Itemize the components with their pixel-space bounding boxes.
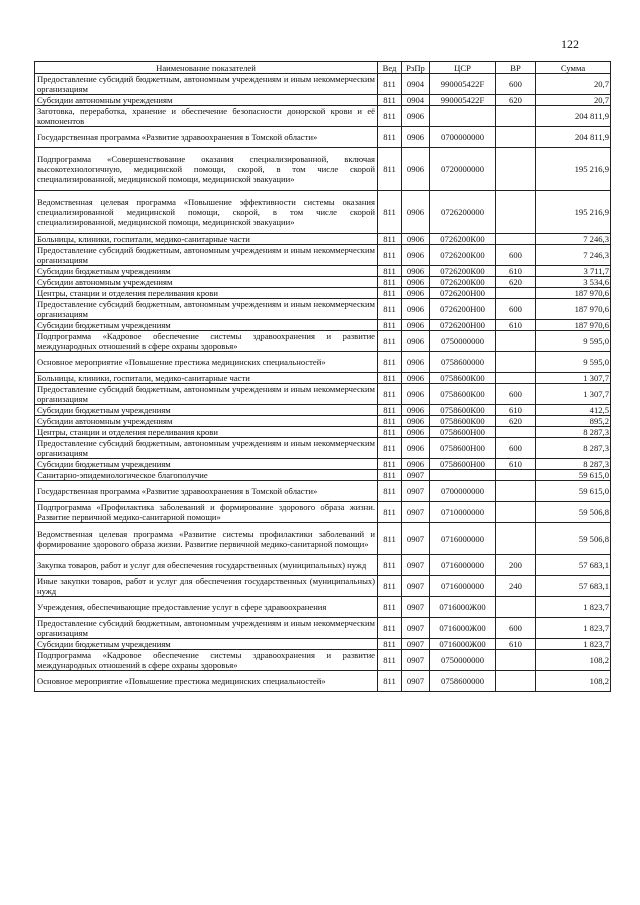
cell-sum: 895,2 [536, 416, 611, 427]
cell-name: Государственная программа «Развитие здравоохранения в Томской области» [35, 127, 378, 148]
cell-name: Предоставление субсидий бюджетным, автономным учреждениям и иным некоммерческим организациям [35, 618, 378, 639]
cell-csr: 0726200Н00 [430, 320, 496, 331]
cell-sum: 57 683,1 [536, 555, 611, 576]
cell-csr: 0758600Н00 [430, 427, 496, 438]
cell-sum: 187 970,6 [536, 299, 611, 320]
cell-name: Санитарно-эпидемиологическое благополучие [35, 470, 378, 481]
cell-name: Основное мероприятие «Повышение престижа медицинских специальностей» [35, 352, 378, 373]
cell-sum: 59 506,8 [536, 523, 611, 555]
cell-csr: 0758600К00 [430, 416, 496, 427]
cell-vr: 600 [496, 299, 536, 320]
cell-sum: 8 287,3 [536, 438, 611, 459]
cell-sum: 195 216,9 [536, 148, 611, 191]
cell-name: Ведомственная целевая программа «Повышение эффективности системы оказания специализированной медицинской помощи, скорой, в том числе скорой специализированной, медицинской помощи, медицинской эвакуации» [35, 191, 378, 234]
cell-ved: 811 [378, 299, 402, 320]
cell-vr: 600 [496, 245, 536, 266]
cell-ved: 811 [378, 502, 402, 523]
cell-csr: 0726200К00 [430, 266, 496, 277]
cell-name: Основное мероприятие «Повышение престижа медицинских специальностей» [35, 671, 378, 692]
cell-name: Государственная программа «Развитие здравоохранения в Томской области» [35, 481, 378, 502]
cell-rzpr: 0906 [402, 234, 430, 245]
cell-rzpr: 0906 [402, 148, 430, 191]
cell-ved: 811 [378, 650, 402, 671]
cell-rzpr: 0906 [402, 416, 430, 427]
cell-vr [496, 288, 536, 299]
cell-vr: 620 [496, 277, 536, 288]
table-row [35, 438, 611, 459]
cell-csr: 0750000000 [430, 331, 496, 352]
cell-rzpr: 0904 [402, 95, 430, 106]
table-row [35, 555, 611, 576]
cell-rzpr: 0906 [402, 320, 430, 331]
cell-name: Субсидии бюджетным учреждениям [35, 459, 378, 470]
cell-ved: 811 [378, 555, 402, 576]
cell-name: Закупка товаров, работ и услуг для обеспечения государственных (муниципальных) нужд [35, 555, 378, 576]
cell-sum: 412,5 [536, 405, 611, 416]
cell-name: Предоставление субсидий бюджетным, автономным учреждениям и иным некоммерческим организациям [35, 74, 378, 95]
cell-vr: 610 [496, 266, 536, 277]
cell-vr [496, 148, 536, 191]
table-row [35, 671, 611, 692]
cell-csr: 990005422F [430, 74, 496, 95]
cell-name: Субсидии автономным учреждениям [35, 95, 378, 106]
cell-csr: 0750000000 [430, 650, 496, 671]
table-row [35, 277, 611, 288]
cell-ved: 811 [378, 288, 402, 299]
cell-sum: 7 246,3 [536, 245, 611, 266]
column-header-ved: Вед [378, 62, 402, 74]
cell-csr: 0726200К00 [430, 234, 496, 245]
cell-csr: 0720000000 [430, 148, 496, 191]
cell-csr: 0716000Ж00 [430, 618, 496, 639]
cell-rzpr: 0907 [402, 523, 430, 555]
table-row [35, 299, 611, 320]
cell-sum: 3 711,7 [536, 266, 611, 277]
cell-ved: 811 [378, 618, 402, 639]
table-row [35, 245, 611, 266]
cell-vr: 600 [496, 618, 536, 639]
table-row [35, 127, 611, 148]
cell-name: Подпрограмма «Кадровое обеспечение системы здравоохранения и развитие международных отношений в сфере охраны здоровья» [35, 331, 378, 352]
cell-ved: 811 [378, 95, 402, 106]
cell-sum: 20,7 [536, 74, 611, 95]
cell-csr: 0710000000 [430, 502, 496, 523]
cell-ved: 811 [378, 459, 402, 470]
cell-rzpr: 0907 [402, 650, 430, 671]
cell-vr: 610 [496, 459, 536, 470]
cell-ved: 811 [378, 470, 402, 481]
cell-csr: 0758600Н00 [430, 459, 496, 470]
cell-csr: 0716000000 [430, 555, 496, 576]
cell-vr: 610 [496, 639, 536, 650]
cell-ved: 811 [378, 74, 402, 95]
cell-sum: 1 823,7 [536, 618, 611, 639]
cell-sum: 3 534,6 [536, 277, 611, 288]
cell-vr [496, 481, 536, 502]
cell-vr [496, 523, 536, 555]
cell-rzpr: 0906 [402, 245, 430, 266]
cell-sum: 59 615,0 [536, 481, 611, 502]
table-row [35, 618, 611, 639]
table-row [35, 320, 611, 331]
cell-name: Субсидии автономным учреждениям [35, 277, 378, 288]
table-row [35, 470, 611, 481]
cell-sum: 20,7 [536, 95, 611, 106]
cell-rzpr: 0906 [402, 127, 430, 148]
table-row [35, 481, 611, 502]
table-row [35, 427, 611, 438]
cell-csr: 0758600К00 [430, 405, 496, 416]
cell-vr [496, 650, 536, 671]
cell-name: Подпрограмма «Кадровое обеспечение системы здравоохранения и развитие международных отношений в сфере охраны здоровья» [35, 650, 378, 671]
cell-rzpr: 0906 [402, 106, 430, 127]
cell-ved: 811 [378, 405, 402, 416]
cell-vr [496, 671, 536, 692]
cell-rzpr: 0906 [402, 459, 430, 470]
cell-csr [430, 106, 496, 127]
table-row [35, 191, 611, 234]
cell-csr: 0716000Ж00 [430, 639, 496, 650]
cell-csr: 0726200Н00 [430, 299, 496, 320]
table-row [35, 523, 611, 555]
cell-ved: 811 [378, 331, 402, 352]
cell-csr: 0758600000 [430, 671, 496, 692]
cell-name: Центры, станции и отделения переливания крови [35, 427, 378, 438]
cell-rzpr: 0907 [402, 618, 430, 639]
cell-sum: 204 811,9 [536, 127, 611, 148]
cell-csr: 0716000000 [430, 523, 496, 555]
cell-csr: 0758600К00 [430, 384, 496, 405]
table-row [35, 148, 611, 191]
table-row [35, 459, 611, 470]
cell-sum: 187 970,6 [536, 288, 611, 299]
cell-ved: 811 [378, 127, 402, 148]
cell-vr: 620 [496, 416, 536, 427]
cell-name: Больницы, клиники, госпитали, медико-санитарные части [35, 373, 378, 384]
cell-name: Больницы, клиники, госпитали, медико-санитарные части [35, 234, 378, 245]
cell-vr [496, 127, 536, 148]
cell-name: Субсидии бюджетным учреждениям [35, 266, 378, 277]
cell-rzpr: 0906 [402, 331, 430, 352]
cell-ved: 811 [378, 671, 402, 692]
cell-name: Субсидии автономным учреждениям [35, 416, 378, 427]
cell-name: Субсидии бюджетным учреждениям [35, 639, 378, 650]
cell-ved: 811 [378, 576, 402, 597]
cell-ved: 811 [378, 523, 402, 555]
cell-ved: 811 [378, 191, 402, 234]
cell-rzpr: 0907 [402, 597, 430, 618]
column-header-rzpr: РзПр [402, 62, 430, 74]
cell-sum: 1 307,7 [536, 384, 611, 405]
cell-ved: 811 [378, 352, 402, 373]
cell-vr: 610 [496, 320, 536, 331]
cell-rzpr: 0906 [402, 288, 430, 299]
cell-rzpr: 0907 [402, 639, 430, 650]
cell-name: Учреждения, обеспечивающие предоставление услуг в сфере здравоохранения [35, 597, 378, 618]
cell-name: Субсидии бюджетным учреждениям [35, 405, 378, 416]
cell-rzpr: 0906 [402, 277, 430, 288]
cell-vr [496, 502, 536, 523]
cell-csr [430, 470, 496, 481]
cell-sum: 1 307,7 [536, 373, 611, 384]
column-header-sum: Сумма [536, 62, 611, 74]
column-header-csr: ЦСР [430, 62, 496, 74]
cell-rzpr: 0907 [402, 481, 430, 502]
table-row [35, 502, 611, 523]
cell-vr: 600 [496, 74, 536, 95]
cell-vr: 240 [496, 576, 536, 597]
cell-csr: 990005422F [430, 95, 496, 106]
cell-csr: 0758600Н00 [430, 438, 496, 459]
cell-sum: 9 595,0 [536, 331, 611, 352]
cell-ved: 811 [378, 373, 402, 384]
budget-table [34, 61, 611, 692]
cell-ved: 811 [378, 427, 402, 438]
table-row [35, 405, 611, 416]
cell-rzpr: 0906 [402, 405, 430, 416]
cell-rzpr: 0907 [402, 671, 430, 692]
cell-sum: 187 970,6 [536, 320, 611, 331]
table-row [35, 331, 611, 352]
cell-sum: 8 287,3 [536, 427, 611, 438]
cell-sum: 7 246,3 [536, 234, 611, 245]
table-body [35, 74, 611, 692]
cell-sum: 195 216,9 [536, 191, 611, 234]
cell-vr: 600 [496, 438, 536, 459]
cell-rzpr: 0907 [402, 555, 430, 576]
table-row [35, 234, 611, 245]
cell-vr [496, 470, 536, 481]
cell-vr: 610 [496, 405, 536, 416]
column-header-vr: ВР [496, 62, 536, 74]
table-row [35, 106, 611, 127]
cell-rzpr: 0907 [402, 470, 430, 481]
cell-sum: 1 823,7 [536, 597, 611, 618]
cell-rzpr: 0906 [402, 427, 430, 438]
cell-sum: 108,2 [536, 650, 611, 671]
table-row [35, 384, 611, 405]
cell-sum: 8 287,3 [536, 459, 611, 470]
table-row [35, 266, 611, 277]
cell-ved: 811 [378, 320, 402, 331]
cell-csr: 0726200К00 [430, 277, 496, 288]
cell-rzpr: 0907 [402, 576, 430, 597]
cell-rzpr: 0906 [402, 373, 430, 384]
cell-vr [496, 331, 536, 352]
cell-vr [496, 427, 536, 438]
cell-rzpr: 0906 [402, 266, 430, 277]
column-header-name: Наименование показателей [35, 62, 378, 74]
table-row [35, 373, 611, 384]
table-row [35, 352, 611, 373]
cell-sum: 59 506,8 [536, 502, 611, 523]
cell-vr: 600 [496, 384, 536, 405]
table-row [35, 74, 611, 95]
cell-vr [496, 352, 536, 373]
cell-name: Субсидии бюджетным учреждениям [35, 320, 378, 331]
cell-csr: 0726200К00 [430, 245, 496, 266]
cell-name: Подпрограмма «Профилактика заболеваний и формирование здорового образа жизни. Развитие первичной медико-санитарной помощи» [35, 502, 378, 523]
cell-ved: 811 [378, 416, 402, 427]
cell-sum: 108,2 [536, 671, 611, 692]
page-number: 122 [561, 37, 579, 51]
cell-name: Предоставление субсидий бюджетным, автономным учреждениям и иным некоммерческим организациям [35, 245, 378, 266]
cell-name: Предоставление субсидий бюджетным, автономным учреждениям и иным некоммерческим организациям [35, 384, 378, 405]
table-row [35, 576, 611, 597]
cell-csr: 0700000000 [430, 481, 496, 502]
cell-name: Подпрограмма «Совершенствование оказания специализированной, включая высокотехнологичную, медицинской помощи, скорой, в том числе скорой специализированной, медицинской помощи, медицинской эвакуации» [35, 148, 378, 191]
cell-name: Заготовка, переработка, хранение и обеспечение безопасности донорской крови и её компонентов [35, 106, 378, 127]
cell-name: Предоставление субсидий бюджетным, автономным учреждениям и иным некоммерческим организациям [35, 299, 378, 320]
cell-name: Иные закупки товаров, работ и услуг для обеспечения государственных (муниципальных) нужд [35, 576, 378, 597]
cell-name: Центры, станции и отделения переливания крови [35, 288, 378, 299]
cell-csr: 0716000Ж00 [430, 597, 496, 618]
cell-vr: 200 [496, 555, 536, 576]
table-row [35, 650, 611, 671]
cell-sum: 9 595,0 [536, 352, 611, 373]
cell-rzpr: 0907 [402, 502, 430, 523]
cell-rzpr: 0906 [402, 299, 430, 320]
cell-vr [496, 191, 536, 234]
cell-ved: 811 [378, 597, 402, 618]
cell-ved: 811 [378, 148, 402, 191]
cell-vr [496, 373, 536, 384]
table-row [35, 597, 611, 618]
cell-ved: 811 [378, 245, 402, 266]
cell-vr [496, 597, 536, 618]
cell-ved: 811 [378, 438, 402, 459]
table-row [35, 288, 611, 299]
cell-csr: 0758600000 [430, 352, 496, 373]
table-header-row [35, 62, 611, 74]
cell-csr: 0726200000 [430, 191, 496, 234]
cell-sum: 204 811,9 [536, 106, 611, 127]
cell-ved: 811 [378, 481, 402, 502]
cell-vr: 620 [496, 95, 536, 106]
cell-ved: 811 [378, 266, 402, 277]
cell-rzpr: 0906 [402, 191, 430, 234]
cell-csr: 0726200Н00 [430, 288, 496, 299]
cell-ved: 811 [378, 384, 402, 405]
cell-vr [496, 106, 536, 127]
cell-sum: 59 615,0 [536, 470, 611, 481]
cell-sum: 1 823,7 [536, 639, 611, 650]
table-row [35, 95, 611, 106]
table-row [35, 639, 611, 650]
cell-rzpr: 0906 [402, 352, 430, 373]
cell-name: Предоставление субсидий бюджетным, автономным учреждениям и иным некоммерческим организациям [35, 438, 378, 459]
cell-vr [496, 234, 536, 245]
cell-csr: 0700000000 [430, 127, 496, 148]
cell-rzpr: 0906 [402, 438, 430, 459]
cell-rzpr: 0906 [402, 384, 430, 405]
table-row [35, 416, 611, 427]
cell-csr: 0716000000 [430, 576, 496, 597]
cell-name: Ведомственная целевая программа «Развитие системы профилактики заболеваний и формирование здорового образа жизни. Развитие первичной медико-санитарной помощи» [35, 523, 378, 555]
cell-ved: 811 [378, 106, 402, 127]
cell-sum: 57 683,1 [536, 576, 611, 597]
cell-ved: 811 [378, 277, 402, 288]
cell-ved: 811 [378, 234, 402, 245]
cell-csr: 0758600К00 [430, 373, 496, 384]
cell-ved: 811 [378, 639, 402, 650]
cell-rzpr: 0904 [402, 74, 430, 95]
